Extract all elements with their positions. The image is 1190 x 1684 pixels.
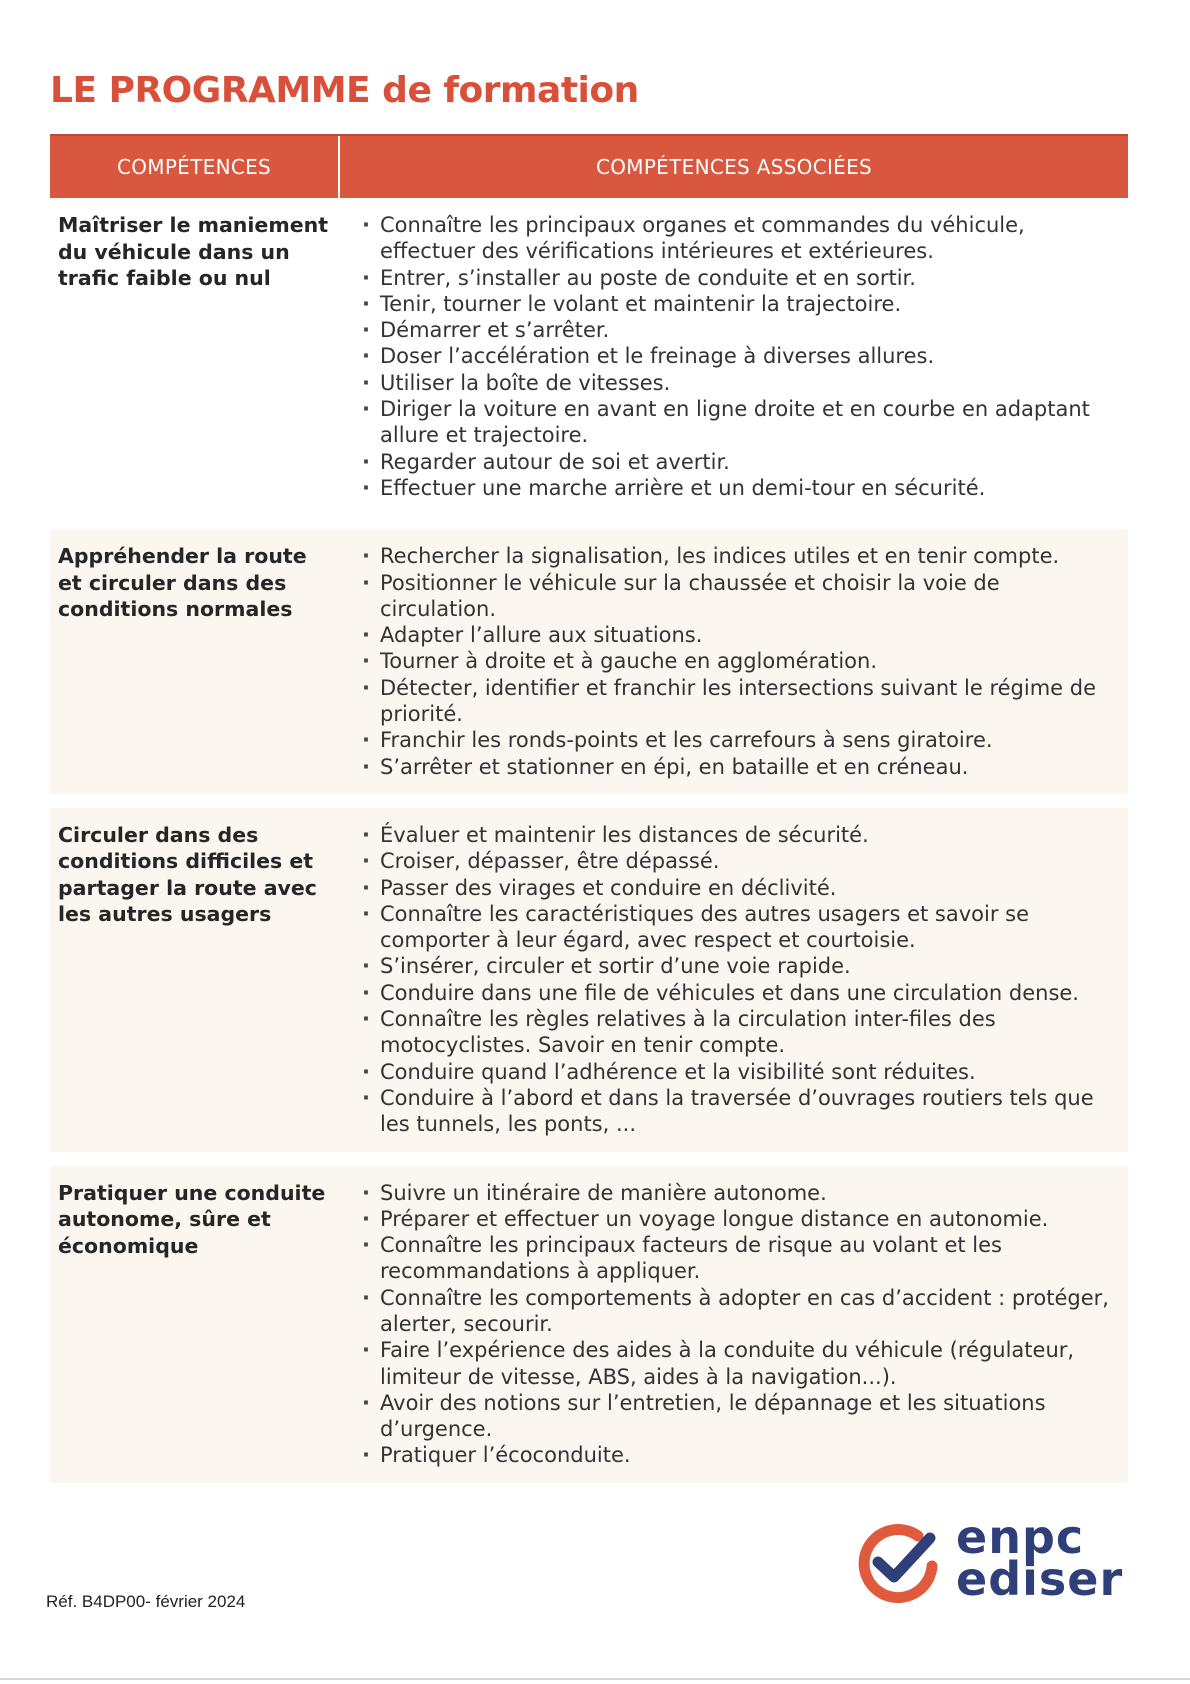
check-circle-icon <box>856 1522 944 1604</box>
document-reference: Réf. B4DP00- février 2024 <box>46 1592 246 1611</box>
list-item: · Tourner à droite et à gauche en agglomération. <box>360 648 1118 674</box>
table-body <box>50 198 1128 1483</box>
row-spacer <box>50 1152 1128 1166</box>
list-item: · Diriger la voiture en avant en ligne droite et en courbe en adaptant allure et trajectoire. <box>360 396 1118 449</box>
list-item: · Connaître les comportements à adopter en cas d’accident : protéger, alerter, secourir. <box>360 1285 1118 1338</box>
list-item: · S’arrêter et stationner en épi, en bataille et en créneau. <box>360 754 1118 780</box>
competence-cell: Maîtriser le maniement du véhicule dans un trafic faible ou nul <box>58 213 328 290</box>
table-row <box>50 198 1128 515</box>
competence-cell: Pratiquer une conduite autonome, sûre et économique <box>58 1180 326 1258</box>
associated-skills-list <box>340 529 1128 794</box>
list-item: · Regarder autour de soi et avertir. <box>360 449 1118 475</box>
header-competences: COMPÉTENCES <box>50 136 340 198</box>
list-item: · Croiser, dépasser, être dépassé. <box>360 848 1118 874</box>
list-item: · Évaluer et maintenir les distances de sécurité. <box>360 822 1118 848</box>
list-item: · Tenir, tourner le volant et maintenir la trajectoire. <box>360 291 1118 317</box>
list-item: · Avoir des notions sur l’entretien, le dépannage et les situations d’urgence. <box>360 1390 1118 1443</box>
list-item: · Conduire quand l’adhérence et la visibilité sont réduites. <box>360 1059 1118 1085</box>
list-item: · Préparer et effectuer un voyage longue distance en autonomie. <box>360 1206 1118 1232</box>
enpc-ediser-logo <box>856 1510 1126 1606</box>
list-item: · Démarrer et s’arrêter. <box>360 317 1118 343</box>
logo-line-2: ediser <box>956 1552 1124 1606</box>
list-item: · Doser l’accélération et le freinage à diverses allures. <box>360 343 1118 369</box>
associated-skills-list <box>340 1166 1128 1483</box>
list-item: · Franchir les ronds-points et les carrefours à sens giratoire. <box>360 727 1118 753</box>
list-item: · Faire l’expérience des aides à la conduite du véhicule (régulateur, limiteur de vitesse, ABS, aides à la navigation...). <box>360 1337 1118 1390</box>
list-item: · Connaître les principaux facteurs de risque au volant et les recommandations à appliquer. <box>360 1232 1118 1285</box>
list-item: · Suivre un itinéraire de manière autonome. <box>360 1180 1118 1206</box>
list-item: · Effectuer une marche arrière et un demi-tour en sécurité. <box>360 475 1118 501</box>
list-item: · Rechercher la signalisation, les indices utiles et en tenir compte. <box>360 543 1118 569</box>
page-title: LE PROGRAMME de formation <box>50 70 639 111</box>
associated-skills-list <box>340 808 1128 1152</box>
header-competences-associees: COMPÉTENCES ASSOCIÉES <box>595 155 873 179</box>
list-item: · Détecter, identifier et franchir les intersections suivant le régime de priorité. <box>360 675 1118 728</box>
list-item: · Adapter l’allure aux situations. <box>360 622 1118 648</box>
list-item: · Utiliser la boîte de vitesses. <box>360 370 1118 396</box>
competence-cell: Appréhender la route et circuler dans des conditions normales <box>58 544 307 622</box>
list-item: · Positionner le véhicule sur la chaussée et choisir la voie de circulation. <box>360 570 1118 623</box>
list-item: · Connaître les principaux organes et commandes du véhicule, effectuer des vérifications intérieures et extérieures. <box>360 212 1118 265</box>
row-spacer <box>50 794 1128 808</box>
logo-line-1: enpc <box>956 1510 1085 1564</box>
list-item: · Entrer, s’installer au poste de conduite et en sortir. <box>360 265 1118 291</box>
competence-cell: Circuler dans des conditions difficiles et partager la route avec les autres usagers <box>58 822 317 927</box>
table-row <box>50 1166 1128 1483</box>
row-spacer <box>50 515 1128 529</box>
list-item: · Passer des virages et conduire en déclivité. <box>360 875 1118 901</box>
logo-wordmark <box>956 1510 1124 1606</box>
list-item: · S’insérer, circuler et sortir d’une voie rapide. <box>360 953 1118 979</box>
training-program-table <box>50 134 1128 1483</box>
table-row <box>50 808 1128 1152</box>
list-item: · Conduire dans une file de véhicules et dans une circulation dense. <box>360 980 1118 1006</box>
list-item: · Conduire à l’abord et dans la traversée d’ouvrages routiers tels que les tunnels, les ponts, ... <box>360 1085 1118 1138</box>
table-row <box>50 529 1128 794</box>
table-header <box>50 134 1128 198</box>
associated-skills-list <box>340 198 1128 515</box>
page-bottom-rule <box>0 1678 1190 1680</box>
list-item: · Pratiquer l’écoconduite. <box>360 1442 1118 1468</box>
list-item: · Connaître les caractéristiques des autres usagers et savoir se comporter à leur égard, avec respect et courtoisie. <box>360 901 1118 954</box>
list-item: · Connaître les règles relatives à la circulation inter-files des motocyclistes. Savoir en tenir compte. <box>360 1006 1118 1059</box>
